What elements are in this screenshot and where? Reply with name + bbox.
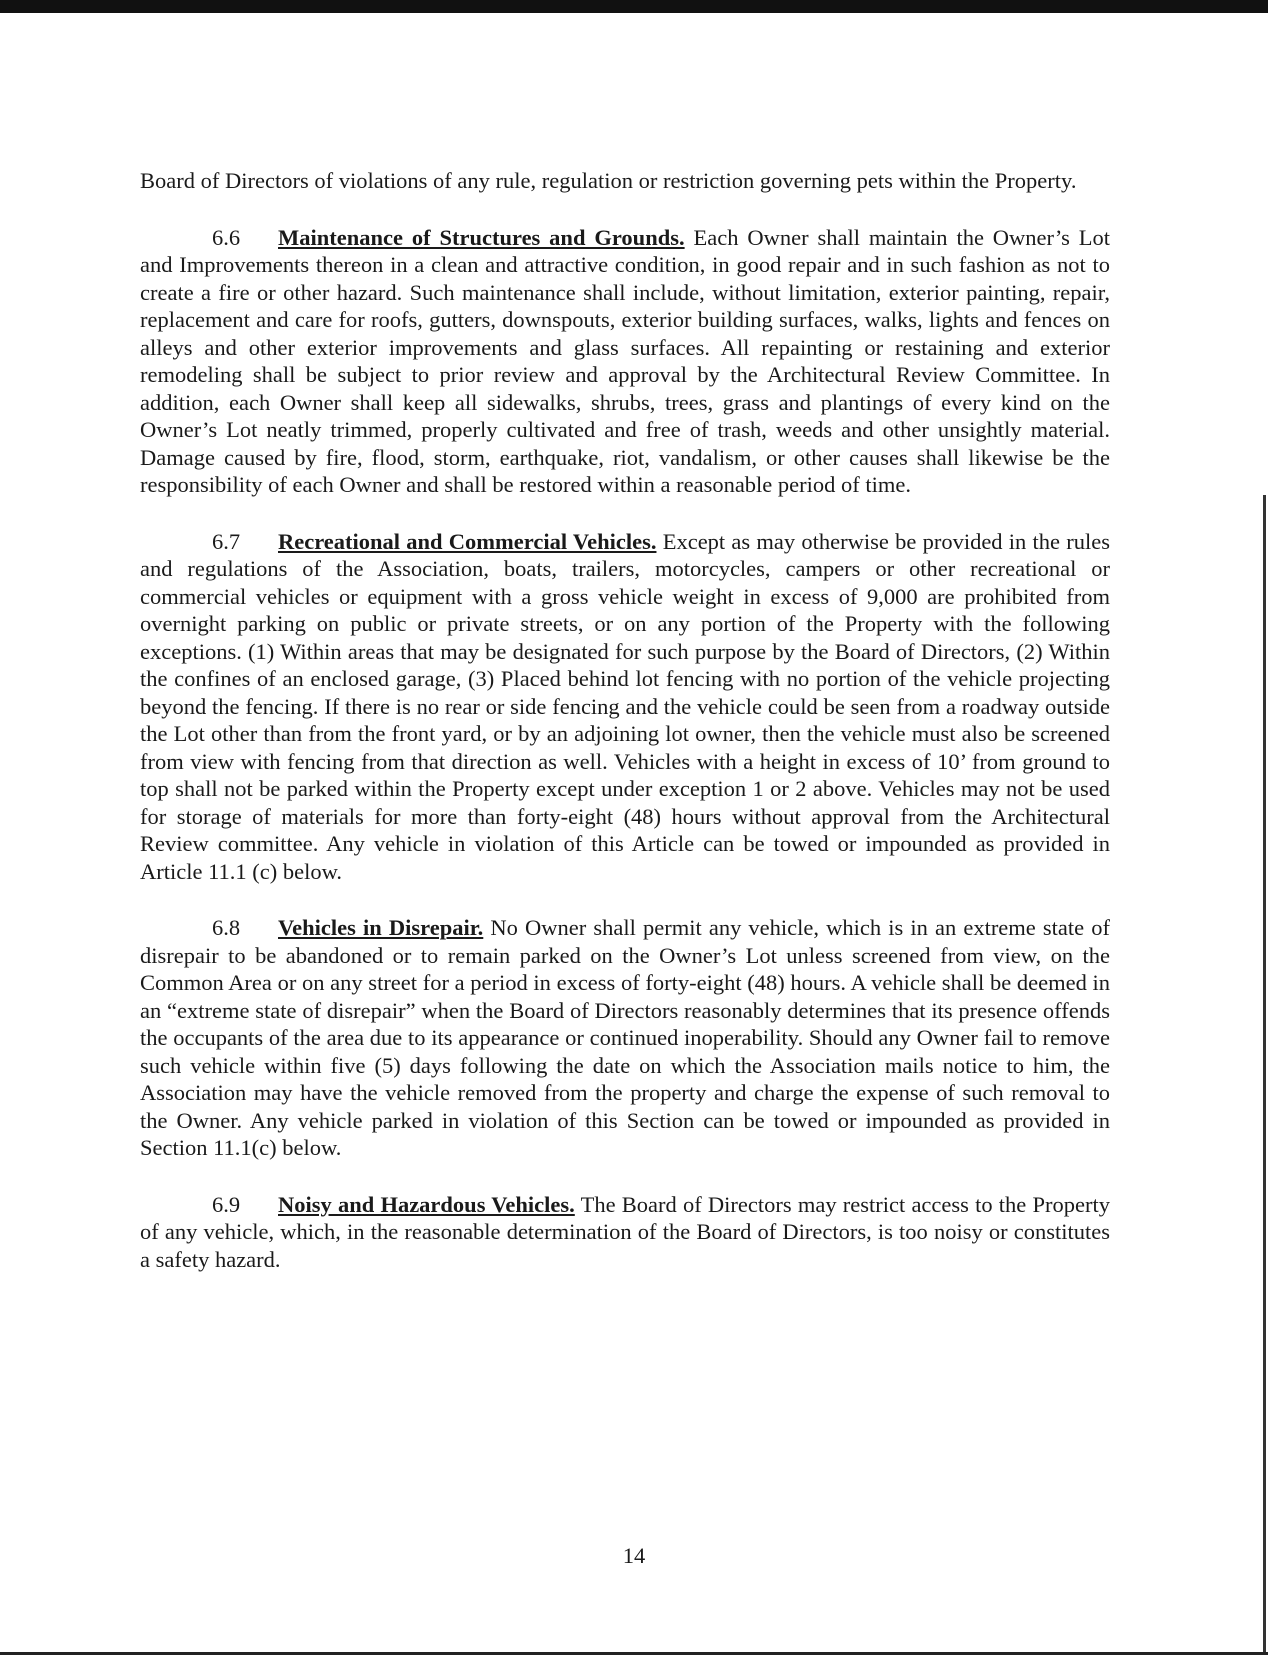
intro-paragraph: Board of Directors of violations of any rule, regulation or restriction governing pets within the Property. (140, 168, 1077, 193)
section-heading: Recreational and Commercial Vehicles. (278, 528, 657, 554)
section-6-9 (140, 1191, 1110, 1274)
page-number: 14 (622, 1543, 646, 1568)
section-number: 6.8 (212, 915, 241, 940)
scan-right-edge (1263, 495, 1266, 1655)
section-body: Except as may otherwise be provided in the rules and regulations of the Association, boats, trailers, motorcycles, campers or other recreational or commercial vehicles or equipment with a gross vehicle weight in excess of 9,000 are prohibited from overnight parking on public or private streets, or on any portion of the Property with the following exceptions. (1) Within areas that may be designated for such purpose by the Board of Directors, (2) Within the confines of an enclosed garage, (3) Placed behind lot fencing with no portion of the vehicle projecting beyond the fencing. If there is no rear or side fencing and the vehicle could be seen from a roadway outside the Lot other than from the front yard, or by an adjoining lot owner, then the vehicle must also be screened from view with fencing from that direction as well. Vehicles with a height in excess of 10’ from ground to top shall not be parked within the Property except under exception 1 or 2 above. Vehicles may not be used for storage of materials for more than forty-eight (48) hours without approval from the Architectural Review committee. Any vehicle in violation of this Article can be towed or impounded as provided in Article 11.1 (c) below. (140, 528, 1110, 884)
section-body: The Board of Directors may restrict access to the Property of any vehicle, which, in the reasonable determination of the Board of Directors, is too noisy or constitutes a safety hazard. (140, 1191, 1110, 1272)
section-6-8 (140, 914, 1110, 1162)
document-page (140, 167, 1110, 1273)
section-number: 6.9 (212, 1191, 241, 1217)
section-body: No Owner shall permit any vehicle, which is in an extreme state of disrepair to be abandoned or to remain parked on the Owner’s Lot unless screened from view, on the Common Area or on any street for a period in excess of forty-eight (48) hours. A vehicle shall be deemed in an “extreme state of disrepair” when the Board of Directors reasonably determines that its presence offends the occupants of the area due to its appearance or continued inoperability. Should any Owner fail to remove such vehicle within five (5) days following the date on which the Association mails notice to him, the Association may have the vehicle removed from the property and charge the expense of such removal to the Owner. Any vehicle parked in violation of this Section can be towed or impounded as provided in Section 11.1(c) below. (140, 915, 1110, 1160)
section-heading: Noisy and Hazardous Vehicles. (278, 1191, 575, 1217)
section-6-6 (140, 224, 1110, 499)
section-6-7 (140, 528, 1110, 886)
section-heading: Vehicles in Disrepair. (278, 915, 484, 940)
scan-top-border (0, 0, 1268, 13)
section-number: 6.6 (212, 224, 241, 250)
section-heading: Maintenance of Structures and Grounds. (278, 224, 685, 250)
section-number: 6.7 (212, 528, 241, 554)
section-body: Each Owner shall maintain the Owner’s Lot and Improvements thereon in a clean and attractive condition, in good repair and in such fashion as not to create a fire or other hazard. Such maintenance shall include, without limitation, exterior painting, repair, replacement and care for roofs, gutters, downspouts, exterior building surfaces, walks, lights and fences on alleys and other exterior improvements and glass surfaces. All repainting or restaining and exterior remodeling shall be subject to prior review and approval by the Architectural Review Committee. In addition, each Owner shall keep all sidewalks, shrubs, trees, grass and plantings of every kind on the Owner’s Lot neatly trimmed, properly cultivated and free of trash, weeds and other unsightly material. Damage caused by fire, flood, storm, earthquake, riot, vandalism, or other causes shall likewise be the responsibility of each Owner and shall be restored within a reasonable period of time. (140, 224, 1111, 497)
